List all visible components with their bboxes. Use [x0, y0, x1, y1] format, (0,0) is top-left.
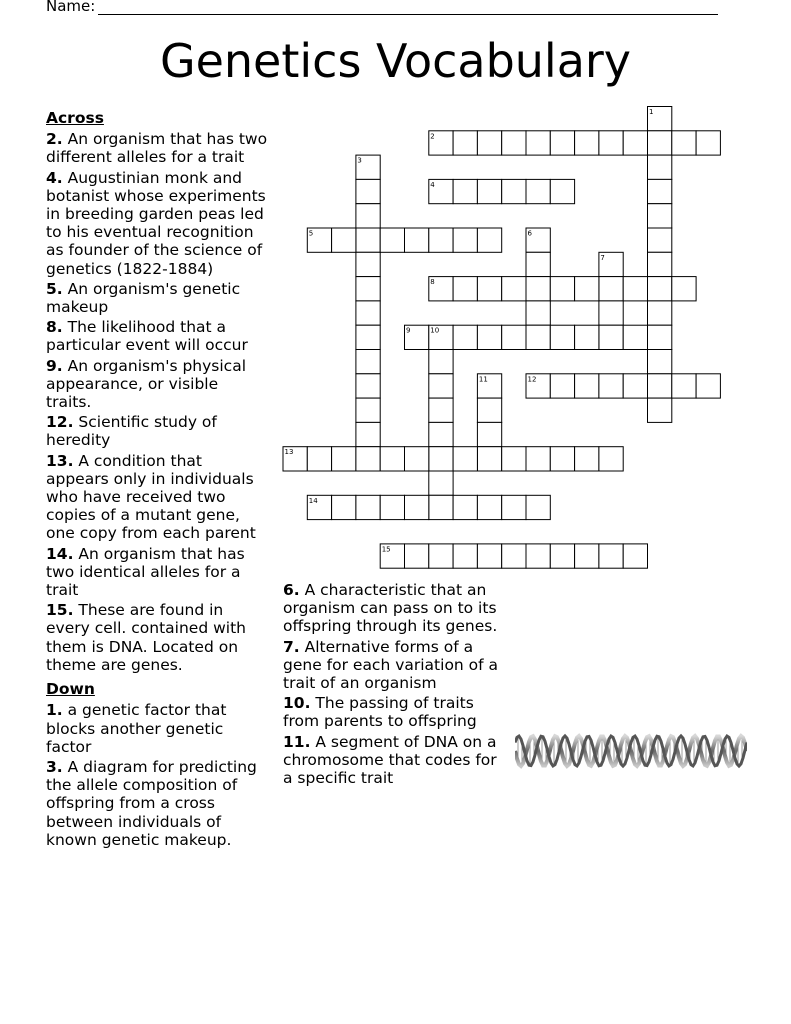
grid-cell[interactable]	[477, 544, 501, 568]
grid-cell[interactable]	[356, 301, 380, 325]
cell-number: 13	[284, 448, 294, 457]
grid-cell[interactable]	[356, 325, 380, 349]
grid-cell[interactable]	[672, 374, 696, 398]
grid-cell[interactable]	[550, 179, 574, 203]
grid-cell[interactable]	[477, 179, 501, 203]
clue-text: An organism that has two different alleles for a trait	[46, 130, 268, 167]
clue-item	[283, 638, 511, 693]
cell-number: 1	[649, 108, 654, 116]
grid-cell[interactable]	[477, 228, 501, 252]
grid-cell[interactable]	[453, 131, 477, 155]
grid-cell[interactable]	[526, 301, 550, 325]
grid-cell[interactable]	[623, 131, 647, 155]
grid-cell[interactable]	[502, 325, 526, 349]
grid-cell[interactable]	[648, 131, 672, 155]
grid-cell[interactable]	[356, 252, 380, 276]
grid-cell[interactable]	[405, 447, 429, 471]
grid-cell[interactable]	[477, 447, 501, 471]
grid-cell[interactable]	[429, 471, 453, 495]
grid-cell[interactable]	[453, 447, 477, 471]
grid-cell[interactable]	[356, 495, 380, 519]
grid-cell[interactable]	[405, 544, 429, 568]
clue-number: 5.	[46, 279, 63, 298]
clue-item	[283, 733, 511, 788]
grid-cell[interactable]	[453, 544, 477, 568]
clue-number: 1.	[46, 701, 63, 720]
grid-cell[interactable]	[696, 131, 720, 155]
grid-cell[interactable]	[575, 325, 599, 349]
cell-number: 10	[430, 326, 440, 335]
grid-cell[interactable]	[307, 447, 331, 471]
grid-cell[interactable]	[696, 374, 720, 398]
clue-number: 7.	[283, 637, 300, 656]
grid-cell[interactable]	[502, 179, 526, 203]
clue-number: 13.	[46, 451, 74, 470]
clue-number: 6.	[283, 581, 300, 599]
cell-number: 7	[600, 253, 605, 262]
grid-cell[interactable]	[648, 350, 672, 374]
grid-cell[interactable]	[648, 301, 672, 325]
grid-cell[interactable]	[453, 277, 477, 301]
grid-cell[interactable]	[575, 544, 599, 568]
grid-cell[interactable]	[550, 374, 574, 398]
clue-number: 11.	[283, 732, 311, 751]
grid-cell[interactable]	[356, 350, 380, 374]
grid-cell[interactable]	[356, 228, 380, 252]
grid-cell[interactable]	[502, 495, 526, 519]
grid-cell[interactable]	[477, 398, 501, 422]
name-label: Name:	[46, 0, 96, 15]
grid-cell[interactable]	[429, 422, 453, 446]
cell-number: 3	[357, 156, 362, 165]
clue-text: Augustinian monk and botanist whose experiments in breeding garden peas led to his eventual recognition as founder of the science of genetics (1822-1884)	[46, 168, 266, 278]
grid-cell[interactable]	[332, 228, 356, 252]
cell-number: 8	[430, 278, 435, 287]
cell-number: 6	[527, 229, 532, 238]
grid-cell[interactable]	[599, 301, 623, 325]
grid-cell[interactable]	[356, 179, 380, 203]
grid-cell[interactable]	[453, 495, 477, 519]
cell-number: 11	[478, 375, 488, 384]
dna-helix-image	[515, 730, 747, 772]
grid-cell[interactable]	[502, 131, 526, 155]
clue-number: 2.	[46, 130, 63, 149]
clue-text: A condition that appears only in individuals who have received two copies of a mutant gene, one copy from each parent	[46, 451, 256, 543]
grid-cell[interactable]	[356, 277, 380, 301]
grid-cell[interactable]	[380, 447, 404, 471]
clue-number: 3.	[46, 757, 63, 776]
grid-cell[interactable]	[332, 447, 356, 471]
grid-cell[interactable]	[429, 398, 453, 422]
grid-cell[interactable]	[648, 204, 672, 228]
grid-cell[interactable]	[526, 544, 550, 568]
grid-cell[interactable]	[575, 447, 599, 471]
grid-cell[interactable]	[356, 422, 380, 446]
grid-cell[interactable]	[648, 155, 672, 179]
grid-cell[interactable]	[477, 495, 501, 519]
grid-cell[interactable]	[453, 228, 477, 252]
grid-cell[interactable]	[672, 277, 696, 301]
clue-item	[46, 701, 268, 756]
clue-text: The passing of traits from parents to offspring	[283, 694, 477, 731]
grid-cell[interactable]	[502, 277, 526, 301]
grid-cell[interactable]	[380, 495, 404, 519]
grid-cell[interactable]	[526, 277, 550, 301]
grid-cell[interactable]	[526, 252, 550, 276]
grid-cell[interactable]	[599, 447, 623, 471]
grid-cell[interactable]	[550, 131, 574, 155]
clue-item	[46, 601, 268, 674]
grid-cell[interactable]	[648, 179, 672, 203]
grid-cell[interactable]	[429, 495, 453, 519]
grid-cell[interactable]	[599, 544, 623, 568]
grid-cell[interactable]	[526, 131, 550, 155]
clue-number: 4.	[46, 168, 63, 187]
grid-cell[interactable]	[648, 228, 672, 252]
page-title: Genetics Vocabulary	[159, 34, 632, 88]
clues-right-column	[283, 581, 511, 789]
grid-cell[interactable]	[648, 325, 672, 349]
clue-text: These are found in every cell. contained with them is DNA. Located on theme are genes.	[46, 601, 246, 674]
cell-number: 12	[527, 375, 537, 384]
clue-number: 15.	[46, 601, 74, 620]
grid-cell[interactable]	[672, 131, 696, 155]
grid-cell[interactable]	[332, 495, 356, 519]
grid-cell[interactable]	[429, 228, 453, 252]
clue-number: 10.	[283, 694, 311, 713]
clue-number: 12.	[46, 413, 74, 432]
grid-cell[interactable]	[429, 447, 453, 471]
grid-cell[interactable]	[477, 277, 501, 301]
clue-text: An organism that has two identical alleles for a trait	[46, 544, 245, 600]
grid-cell[interactable]	[623, 325, 647, 349]
down-heading: Down	[46, 680, 95, 699]
across-heading: Across	[46, 109, 104, 127]
grid-cell[interactable]	[502, 447, 526, 471]
grid-cell[interactable]	[648, 398, 672, 422]
grid-cell[interactable]	[526, 495, 550, 519]
clue-text: A diagram for predicting the allele composition of offspring from a cross between individuals of known genetic makeup.	[46, 757, 257, 849]
cell-number: 5	[308, 229, 314, 238]
grid-cell[interactable]	[599, 277, 623, 301]
grid-cell[interactable]	[550, 277, 574, 301]
grid-cell[interactable]	[599, 325, 623, 349]
clue-text: a genetic factor that blocks another genetic factor	[46, 701, 227, 756]
clue-text: Alternative forms of a gene for each variation of a trait of an organism	[283, 637, 499, 693]
clue-item	[283, 694, 511, 730]
grid-cell[interactable]	[648, 277, 672, 301]
grid-cell[interactable]	[550, 447, 574, 471]
grid-cell[interactable]	[623, 277, 647, 301]
grid-cell[interactable]	[477, 131, 501, 155]
clue-item	[46, 758, 268, 849]
grid-cell[interactable]	[526, 325, 550, 349]
grid-cell[interactable]	[453, 325, 477, 349]
down-clue-list-right	[283, 581, 511, 787]
cell-number: 14	[308, 496, 318, 505]
grid-cell[interactable]	[477, 325, 501, 349]
grid-cell[interactable]	[648, 252, 672, 276]
grid-cell[interactable]	[575, 277, 599, 301]
cell-number: 15	[381, 545, 391, 554]
cell-number: 9	[406, 326, 411, 335]
cell-number: 4	[430, 180, 435, 189]
clue-number: 8.	[46, 318, 63, 337]
grid-cell[interactable]	[599, 374, 623, 398]
clue-text: Scientific study of heredity	[46, 413, 217, 450]
clue-text: An organism's genetic makeup	[46, 279, 241, 317]
grid-cell[interactable]	[599, 131, 623, 155]
grid-cell[interactable]	[429, 544, 453, 568]
grid-cell[interactable]	[356, 398, 380, 422]
grid-cell[interactable]	[526, 179, 550, 203]
grid-cell[interactable]	[550, 325, 574, 349]
grid-cell[interactable]	[526, 447, 550, 471]
grid-cell[interactable]	[405, 495, 429, 519]
grid-cell[interactable]	[623, 544, 647, 568]
clue-number: 9.	[46, 356, 63, 375]
grid-cell[interactable]	[550, 544, 574, 568]
grid-cell[interactable]	[429, 374, 453, 398]
grid-cell[interactable]	[356, 204, 380, 228]
grid-cell[interactable]	[356, 374, 380, 398]
grid-cell[interactable]	[623, 374, 647, 398]
clue-text: A characteristic that an organism can pass on to its offspring through its genes.	[283, 581, 498, 636]
cell-number: 2	[430, 132, 435, 141]
grid-cell[interactable]	[477, 422, 501, 446]
grid-cell[interactable]	[575, 131, 599, 155]
clue-number: 14.	[46, 544, 74, 563]
grid-cell[interactable]	[575, 374, 599, 398]
grid-cell[interactable]	[356, 447, 380, 471]
down-clue-list-left	[46, 701, 268, 849]
grid-cell[interactable]	[429, 350, 453, 374]
grid-cell[interactable]	[648, 374, 672, 398]
grid-cell[interactable]	[453, 179, 477, 203]
grid-cell[interactable]	[405, 228, 429, 252]
clue-text: The likelihood that a particular event will occur	[46, 318, 248, 355]
clue-text: A segment of DNA on a chromosome that codes for a specific trait	[283, 732, 497, 788]
grid-cell[interactable]	[502, 544, 526, 568]
clue-text: An organism's physical appearance, or visible traits.	[46, 356, 247, 412]
grid-cell[interactable]	[380, 228, 404, 252]
